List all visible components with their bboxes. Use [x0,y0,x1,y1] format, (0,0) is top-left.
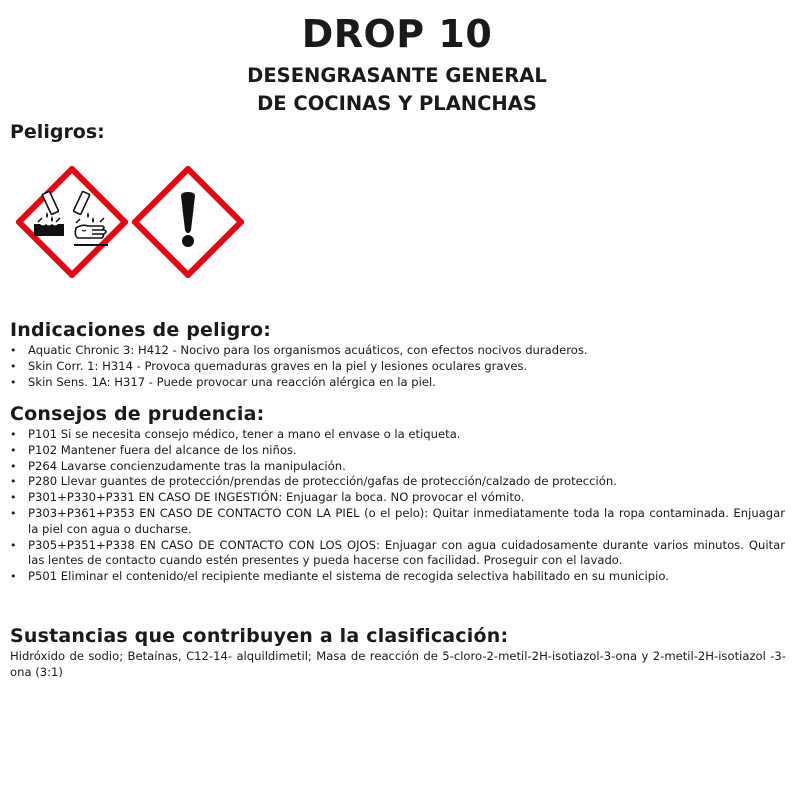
list-item: • P101 Si se necesita consejo médico, tener a mano el envase o la etiqueta. [10,427,785,443]
list-item: • P303+P361+P353 EN CASO DE CONTACTO CON LA PIEL (o el pelo): Quitar inmediatamente toda la ropa contaminada. Enjuagar la piel con agua o ducharse. [10,506,785,538]
list-item: • P264 Lavarse concienzudamente tras la manipulación. [10,459,785,475]
list-item: • Skin Sens. 1A: H317 - Puede provocar una reacción alérgica en la piel. [10,375,785,391]
list-item: • Skin Corr. 1: H314 - Provoca quemaduras graves en la piel y lesiones oculares graves. [10,359,785,375]
product-subtitle-line2: DE COCINAS Y PLANCHAS [257,92,537,115]
exclamation-mark-icon [132,166,244,278]
hazards-label: Peligros: [10,121,105,143]
product-name: DROP 10 [301,12,493,56]
list-item: • Aquatic Chronic 3: H412 - Nocivo para los organismos acuáticos, con efectos nocivos duraderos. [10,343,785,359]
list-item: • P301+P330+P331 EN CASO DE INGESTIÓN: Enjuagar la boca. NO provocar el vómito. [10,490,785,506]
hazard-statements-heading: Indicaciones de peligro: [10,319,271,341]
list-item: • P102 Mantener fuera del alcance de los niños. [10,443,785,459]
precautionary-statements-heading: Consejos de prudencia: [10,403,265,425]
substances-heading: Sustancias que contribuyen a la clasificación: [10,625,509,647]
list-item: • P501 Eliminar el contenido/el recipiente mediante el sistema de recogida selectiva habilitado en su municipio. [10,569,785,585]
corrosion-icon [16,166,128,278]
list-item: • P280 Llevar guantes de protección/prendas de protección/gafas de protección/calzado de protección. [10,474,785,490]
list-item: • P305+P351+P338 EN CASO DE CONTACTO CON LOS OJOS: Enjuagar con agua cuidadosamente durante varios minutos. Quitar las lentes de contacto cuando estén presentes y pueda hacerse con facilidad. Proseguir con el lavado. [10,538,785,570]
hazard-statements-list [10,343,785,390]
product-subtitle-line1: DESENGRASANTE GENERAL [247,64,547,87]
precautionary-statements-list [10,427,785,585]
substances-text: Hidróxido de sodio; Betaínas, C12-14- alquildimetil; Masa de reacción de 5-cloro-2-metil-2H-isotiazol-3-ona y 2-metil-2H-isotiazol -3-ona (3:1) [10,649,786,679]
